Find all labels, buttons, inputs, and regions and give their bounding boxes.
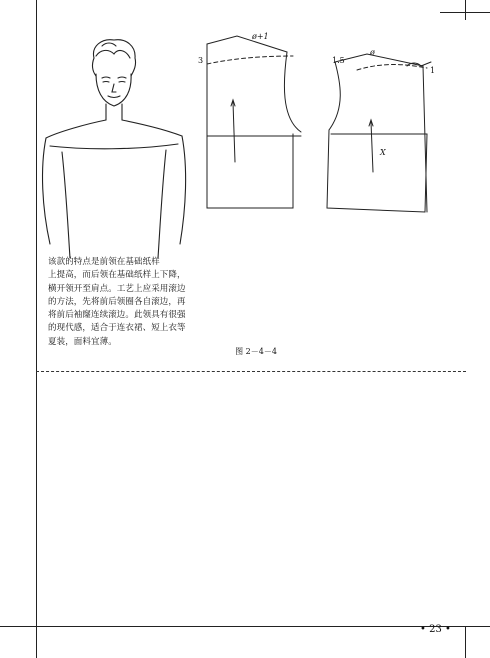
pattern-diagram <box>195 22 445 222</box>
frame-bottom-line <box>0 626 490 627</box>
frame-top-mark <box>440 12 490 13</box>
fashion-illustration <box>36 28 192 258</box>
figure-caption: 图 2－4－4 <box>235 347 277 356</box>
label-mark-x: X <box>380 148 386 157</box>
page-number: • 23 • <box>420 624 451 635</box>
label-neck-back: ø <box>370 48 375 57</box>
label-offset-3: 3 <box>198 56 204 65</box>
frame-right-line-bottom <box>465 626 466 658</box>
description-text: 该款的特点是前领在基础纸样 上提高，而后领在基础纸样上下降， 横开领开至肩点。工艺上应采用滚边 的方法，先将前后领圈各自滚边，再 将前后袖窿连续滚边。此领具有很强 的现代感，适合于连衣裙、短上衣等 夏装，面料宜薄。 <box>48 257 186 347</box>
label-neck-front: ø+1 <box>252 32 269 41</box>
label-offset-1-5: 1.5 <box>332 56 345 65</box>
label-offset-1: 1 <box>430 66 436 75</box>
dashed-separator <box>36 371 466 372</box>
frame-right-line <box>465 0 466 20</box>
